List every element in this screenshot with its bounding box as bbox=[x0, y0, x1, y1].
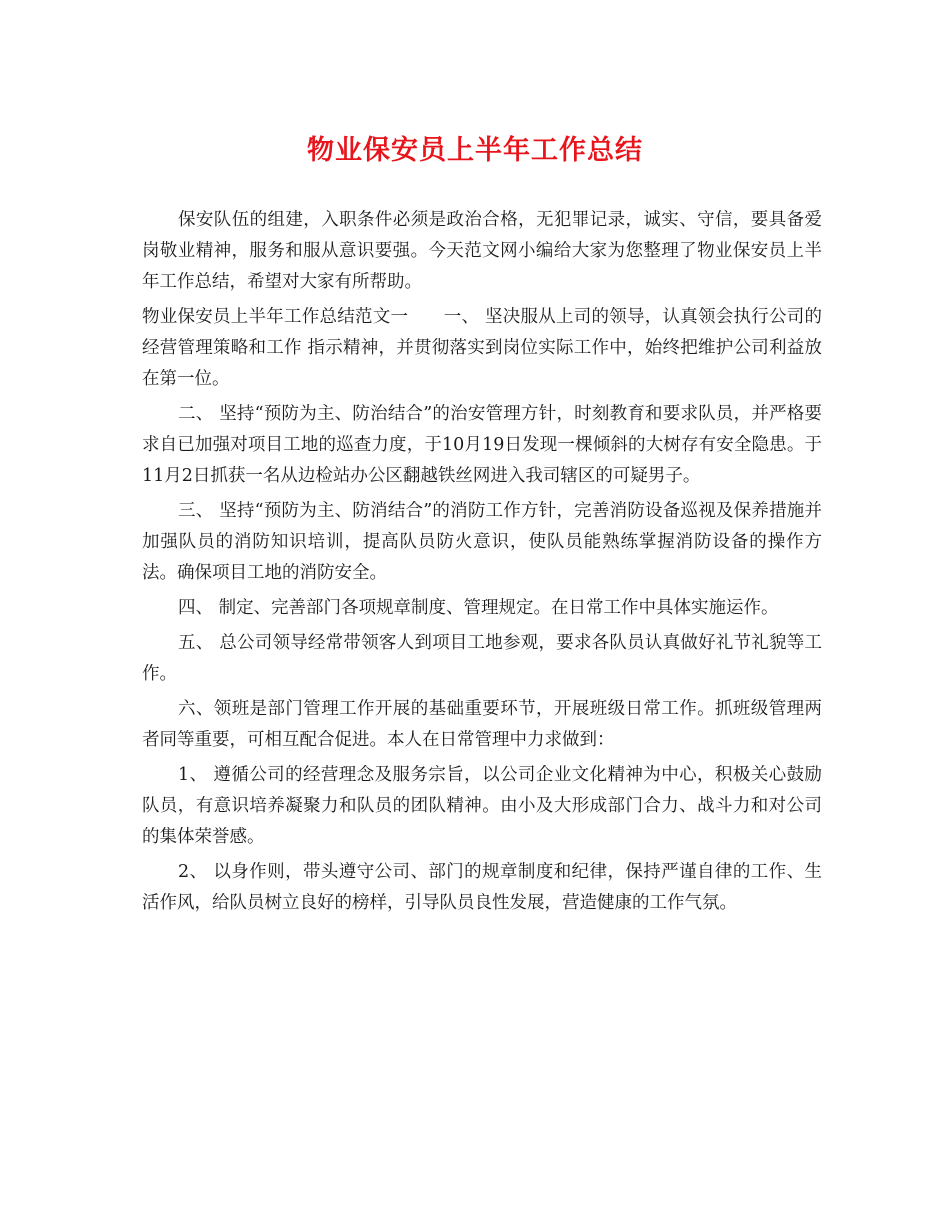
paragraph-item-4: 四、 制定、完善部门各项规章制度、管理规定。在日常工作中具体实施运作。 bbox=[178, 598, 779, 618]
paragraph-subitem-2: 2、 以身作则，带头遵守公司、部门的规章制度和纪律，保持严谨自律的工作、生活作风，给队员树立良好的榜样，引导队员良性发展，营造健康的工作气氛。 bbox=[142, 862, 822, 913]
paragraph-item-2: 二、 坚持“预防为主、防治结合”的治安管理方针，时刻教育和要求队员，并严格要求自已加强对项目工地的巡查力度，于10月19日发现一棵倾斜的大树存有安全隐患。于11月2日抓获一名从边检站办公区翻越铁丝网进入我司辖区的可疑男子。 bbox=[142, 404, 822, 486]
paragraph-item-3: 三、 坚持“预防为主、防消结合”的消防工作方针，完善消防设备巡视及保养措施并加强队员的消防知识培训，提高队员防火意识，使队员能熟练掌握消防设备的操作方法。确保项目工地的消防安全。 bbox=[142, 501, 822, 583]
document-body bbox=[142, 205, 822, 923]
paragraph-sample-one: 物业保安员上半年工作总结范文一 一、 坚决服从上司的领导，认真领会执行公司的经营管理策略和工作 指示精神，并贯彻落实到岗位实际工作中，始终把维护公司利益放在第一位。 bbox=[142, 307, 822, 389]
paragraph-subitem-1: 1、 遵循公司的经营理念及服务宗旨，以公司企业文化精神为中心，积极关心鼓励队员，有意识培养凝聚力和队员的团队精神。由小及大形成部门合力、战斗力和对公司的集体荣誉感。 bbox=[142, 765, 822, 847]
paragraph-item-6: 六、领班是部门管理工作开展的基础重要环节，开展班级日常工作。抓班级管理两者同等重要，可相互配合促进。本人在日常管理中力求做到： bbox=[142, 699, 822, 750]
paragraph-item-5: 五、 总公司领导经常带领客人到项目工地参观，要求各队员认真做好礼节礼貌等工作。 bbox=[142, 633, 822, 684]
page-title: 物业保安员上半年工作总结 bbox=[307, 135, 643, 166]
paragraph-intro: 保安队伍的组建，入职条件必须是政治合格，无犯罪记录，诚实、守信，要具备爱岗敬业精神，服务和服从意识要强。今天范文网小编给大家为您整理了物业保安员上半年工作总结，希望对大家有所帮助。 bbox=[142, 210, 822, 292]
